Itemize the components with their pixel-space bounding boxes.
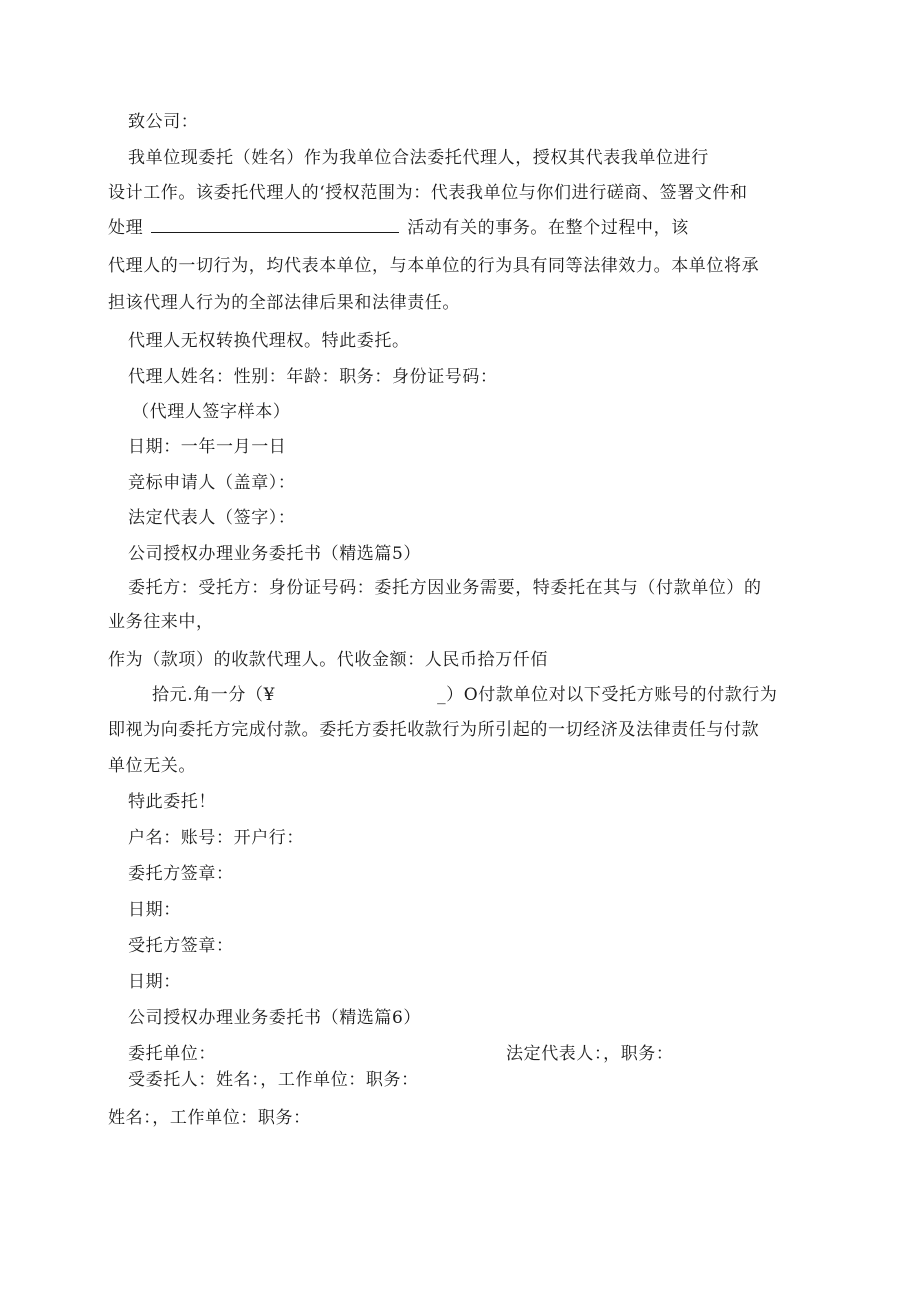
paragraph-line: 作为（款项）的收款代理人。代收金额：人民币拾万仟佰 bbox=[108, 650, 548, 670]
text-segment: 处理 bbox=[108, 218, 144, 238]
principal-unit-label: 委托单位： bbox=[128, 1044, 216, 1064]
field-line: 代理人姓名：性别：年龄：职务：身份证号码： bbox=[128, 367, 498, 387]
paragraph-line: 担该代理人行为的全部法律后果和法律责任。 bbox=[108, 293, 460, 313]
paragraph-line: 单位无关。 bbox=[108, 756, 196, 776]
agent-seal-line: 受托方签章： bbox=[128, 936, 234, 956]
paragraph-line-with-blank bbox=[108, 216, 689, 240]
account-info-line: 户名：账号：开户行： bbox=[128, 828, 304, 848]
legal-rep-field: 法定代表人：，职务： bbox=[506, 1044, 674, 1064]
amount-line bbox=[152, 683, 778, 707]
text-segment: _）O付款单位对以下受托方账号的付款行为 bbox=[437, 685, 778, 705]
date-line: 日期： bbox=[128, 900, 181, 920]
agent-field-line: 受委托人：姓名：，工作单位：职务： bbox=[128, 1070, 419, 1090]
paragraph-line: 我单位现委托（姓名）作为我单位合法委托代理人，授权其代表我单位进行 bbox=[128, 148, 709, 168]
paragraph-line: 代理人的一切行为，均代表本单位，与本单位的行为具有同等法律效力。本单位将承 bbox=[108, 256, 760, 276]
section-title: 公司授权办理业务委托书（精选篇5） bbox=[128, 544, 422, 564]
closing-line: 特此委托！ bbox=[128, 792, 216, 812]
signature-sample-label: （代理人签字样本） bbox=[132, 402, 291, 422]
fill-in-blank bbox=[151, 216, 399, 233]
date-line: 日期： bbox=[128, 972, 181, 992]
paragraph-line: 代理人无权转换代理权。特此委托。 bbox=[128, 331, 410, 351]
date-line: 日期：一年一月一日 bbox=[128, 437, 287, 457]
paragraph-line: 即视为向委托方完成付款。委托方委托收款行为所引起的一切经济及法律责任与付款 bbox=[108, 720, 760, 740]
principal-seal-line: 委托方签章： bbox=[128, 864, 234, 884]
legal-rep-sign-line: 法定代表人（签字）： bbox=[128, 508, 296, 528]
applicant-seal-line: 竞标申请人（盖章）： bbox=[128, 473, 296, 493]
text-segment: 拾元.角一分（¥ bbox=[152, 685, 276, 705]
paragraph-line: 委托方：受托方：身份证号码：委托方因业务需要，特委托在其与（付款单位）的 bbox=[128, 578, 762, 598]
salutation: 致公司： bbox=[128, 112, 199, 132]
text-segment: 活动有关的事务。在整个过程中，该 bbox=[407, 218, 689, 238]
paragraph-line: 设计工作。该委托代理人的‘授权范围为：代表我单位与你们进行磋商、签署文件和 bbox=[108, 183, 748, 203]
paragraph-line: 业务往来中， bbox=[108, 612, 214, 632]
agent-field-line: 姓名：，工作单位：职务： bbox=[108, 1108, 311, 1128]
section-title: 公司授权办理业务委托书（精选篇6） bbox=[128, 1008, 422, 1028]
